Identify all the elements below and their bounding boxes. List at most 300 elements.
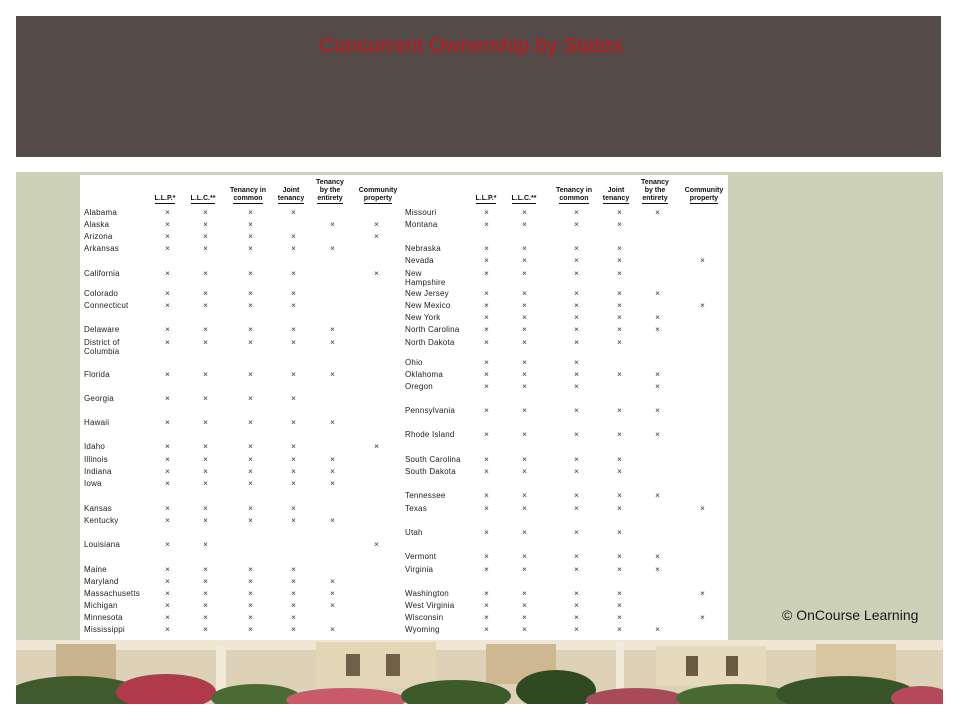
state-name <box>405 208 477 217</box>
ownership-mark: × <box>330 243 335 253</box>
state-name-line: South Carolina <box>405 455 461 464</box>
column-header <box>505 195 543 204</box>
state-name <box>84 244 156 253</box>
background-photo <box>16 640 943 704</box>
state-name-line: North Carolina <box>405 325 460 334</box>
ownership-mark: × <box>655 405 660 415</box>
ownership-mark: × <box>655 369 660 379</box>
state-name-line: Washington <box>405 589 449 598</box>
ownership-mark: × <box>203 515 208 525</box>
state-name-line: Massachusetts <box>84 589 140 598</box>
ownership-mark: × <box>203 300 208 310</box>
ownership-mark: × <box>522 588 527 598</box>
state-name-line: South Dakota <box>405 467 456 476</box>
ownership-mark: × <box>574 624 579 634</box>
ownership-mark: × <box>484 564 489 574</box>
ownership-mark: × <box>617 288 622 298</box>
ownership-mark: × <box>655 324 660 334</box>
ownership-mark: × <box>522 490 527 500</box>
state-name-line: Nevada <box>405 256 434 265</box>
state-name-line: Kentucky <box>84 516 119 525</box>
ownership-mark: × <box>330 588 335 598</box>
ownership-mark: × <box>203 564 208 574</box>
ownership-mark: × <box>374 219 379 229</box>
column-header <box>637 179 673 204</box>
state-name-line: Louisiana <box>84 540 121 549</box>
ownership-mark: × <box>248 337 253 347</box>
ownership-mark: × <box>617 564 622 574</box>
ownership-mark: × <box>700 503 705 513</box>
ownership-mark: × <box>522 243 527 253</box>
ownership-mark: × <box>330 478 335 488</box>
state-name-line: Texas <box>405 504 427 513</box>
ownership-mark: × <box>522 337 527 347</box>
state-name <box>84 577 156 586</box>
state-name <box>84 625 156 634</box>
ownership-mark: × <box>203 466 208 476</box>
ownership-mark: × <box>248 369 253 379</box>
ownership-mark: × <box>522 207 527 217</box>
ownership-mark: × <box>248 288 253 298</box>
ownership-mark: × <box>617 503 622 513</box>
ownership-table <box>80 175 728 640</box>
column-header-line: L.L.C.** <box>511 195 537 202</box>
state-name-line: Utah <box>405 528 423 537</box>
ownership-mark: × <box>291 369 296 379</box>
ownership-mark: × <box>291 417 296 427</box>
ownership-mark: × <box>330 369 335 379</box>
column-header-line: Tenancy <box>316 179 344 186</box>
ownership-mark: × <box>203 417 208 427</box>
ownership-mark: × <box>484 429 489 439</box>
ownership-mark: × <box>248 466 253 476</box>
state-name <box>405 601 477 610</box>
state-name <box>405 504 477 513</box>
ownership-mark: × <box>203 600 208 610</box>
state-name <box>84 289 156 298</box>
state-name <box>84 220 156 229</box>
ownership-mark: × <box>203 337 208 347</box>
ownership-mark: × <box>248 393 253 403</box>
ownership-mark: × <box>203 268 208 278</box>
ownership-mark: × <box>617 527 622 537</box>
state-name-line: Maryland <box>84 577 119 586</box>
state-name <box>84 301 156 310</box>
state-name <box>405 613 477 622</box>
state-name <box>84 540 156 549</box>
ownership-mark: × <box>291 624 296 634</box>
ownership-mark: × <box>248 268 253 278</box>
state-name-line: Pennsylvania <box>405 406 455 415</box>
state-name-line: Connecticut <box>84 301 129 310</box>
ownership-mark: × <box>203 288 208 298</box>
column-header-line: Community <box>684 187 724 194</box>
ownership-mark: × <box>330 219 335 229</box>
column-header <box>312 179 348 204</box>
ownership-mark: × <box>291 454 296 464</box>
ownership-mark: × <box>655 429 660 439</box>
ownership-mark: × <box>291 268 296 278</box>
column-header-line: property <box>363 195 393 202</box>
ownership-mark: × <box>617 219 622 229</box>
ownership-mark: × <box>522 405 527 415</box>
state-name <box>84 504 156 513</box>
ownership-mark: × <box>574 300 579 310</box>
ownership-mark: × <box>248 600 253 610</box>
state-name-line: California <box>84 269 120 278</box>
ownership-mark: × <box>574 268 579 278</box>
state-name <box>84 565 156 574</box>
column-header-line: property <box>689 195 719 202</box>
ownership-mark: × <box>374 441 379 451</box>
ownership-mark: × <box>165 369 170 379</box>
ownership-mark: × <box>248 417 253 427</box>
ownership-mark: × <box>248 231 253 241</box>
state-name-line: Minnesota <box>84 613 123 622</box>
ownership-mark: × <box>330 454 335 464</box>
column-header-line: entirety <box>642 195 668 202</box>
building-garden-image <box>16 640 943 704</box>
ownership-mark: × <box>484 207 489 217</box>
ownership-mark: × <box>700 300 705 310</box>
state-name-line: New York <box>405 313 441 322</box>
ownership-mark: × <box>248 612 253 622</box>
ownership-mark: × <box>291 393 296 403</box>
ownership-mark: × <box>484 588 489 598</box>
ownership-mark: × <box>165 588 170 598</box>
state-name <box>405 325 477 334</box>
ownership-mark: × <box>203 454 208 464</box>
state-name-line: Iowa <box>84 479 102 488</box>
state-name <box>405 625 477 634</box>
ownership-mark: × <box>203 219 208 229</box>
ownership-mark: × <box>700 255 705 265</box>
ownership-mark: × <box>291 564 296 574</box>
column-header-line: Tenancy <box>641 179 669 186</box>
column-header-line: tenancy <box>602 195 630 202</box>
ownership-mark: × <box>248 454 253 464</box>
ownership-mark: × <box>291 231 296 241</box>
state-name <box>405 430 477 439</box>
column-header-line: L.L.C.** <box>190 195 216 202</box>
ownership-mark: × <box>700 588 705 598</box>
state-name-line: Mississippi <box>84 625 125 634</box>
state-name <box>84 479 156 488</box>
state-name <box>405 313 477 322</box>
ownership-mark: × <box>484 300 489 310</box>
column-header-line: entirety <box>317 195 343 202</box>
ownership-mark: × <box>484 369 489 379</box>
column-header-line: by the <box>644 187 666 194</box>
ownership-mark: × <box>655 551 660 561</box>
ownership-mark: × <box>522 429 527 439</box>
state-name <box>405 406 477 415</box>
ownership-mark: × <box>522 324 527 334</box>
ownership-mark: × <box>522 288 527 298</box>
ownership-mark: × <box>484 503 489 513</box>
ownership-mark: × <box>484 466 489 476</box>
ownership-mark: × <box>522 312 527 322</box>
ownership-mark: × <box>291 576 296 586</box>
ownership-mark: × <box>165 268 170 278</box>
ownership-mark: × <box>330 600 335 610</box>
state-name-line: Vermont <box>405 552 437 561</box>
state-name-line: Kansas <box>84 504 112 513</box>
ownership-mark: × <box>165 624 170 634</box>
ownership-mark: × <box>484 243 489 253</box>
ownership-mark: × <box>617 454 622 464</box>
ownership-mark: × <box>574 454 579 464</box>
ownership-mark: × <box>617 405 622 415</box>
state-name-line: New <box>405 269 422 278</box>
state-name <box>84 455 156 464</box>
ownership-mark: × <box>165 466 170 476</box>
column-header <box>147 195 183 204</box>
ownership-mark: × <box>484 454 489 464</box>
ownership-mark: × <box>574 490 579 500</box>
ownership-mark: × <box>165 324 170 334</box>
ownership-mark: × <box>655 490 660 500</box>
column-header <box>550 187 598 204</box>
ownership-mark: × <box>574 503 579 513</box>
state-name <box>405 455 477 464</box>
ownership-mark: × <box>522 381 527 391</box>
ownership-mark: × <box>248 243 253 253</box>
ownership-mark: × <box>522 357 527 367</box>
ownership-mark: × <box>484 490 489 500</box>
column-header-line: Tenancy in <box>555 187 593 194</box>
ownership-mark: × <box>248 207 253 217</box>
ownership-mark: × <box>484 337 489 347</box>
column-header-line: Joint <box>282 187 300 194</box>
state-name <box>84 208 156 217</box>
ownership-mark: × <box>522 466 527 476</box>
ownership-mark: × <box>291 612 296 622</box>
state-name <box>84 232 156 241</box>
ownership-mark: × <box>484 612 489 622</box>
ownership-mark: × <box>165 576 170 586</box>
state-name-line: Montana <box>405 220 438 229</box>
state-name <box>84 613 156 622</box>
state-name <box>84 601 156 610</box>
ownership-mark: × <box>374 539 379 549</box>
title-banner <box>16 16 941 157</box>
ownership-mark: × <box>617 300 622 310</box>
ownership-mark: × <box>617 255 622 265</box>
ownership-mark: × <box>165 219 170 229</box>
ownership-mark: × <box>330 417 335 427</box>
ownership-mark: × <box>291 207 296 217</box>
ownership-mark: × <box>655 207 660 217</box>
ownership-mark: × <box>522 268 527 278</box>
state-name-line: Michigan <box>84 601 118 610</box>
ownership-mark: × <box>522 551 527 561</box>
ownership-mark: × <box>574 255 579 265</box>
ownership-mark: × <box>522 503 527 513</box>
ownership-mark: × <box>617 624 622 634</box>
state-name-line: West Virginia <box>405 601 455 610</box>
ownership-mark: × <box>574 600 579 610</box>
ownership-mark: × <box>574 357 579 367</box>
ownership-mark: × <box>617 612 622 622</box>
ownership-mark: × <box>655 288 660 298</box>
column-header-line: Joint <box>607 187 625 194</box>
ownership-mark: × <box>484 255 489 265</box>
ownership-mark: × <box>203 441 208 451</box>
ownership-mark: × <box>248 588 253 598</box>
ownership-mark: × <box>291 478 296 488</box>
ownership-mark: × <box>248 478 253 488</box>
ownership-mark: × <box>574 588 579 598</box>
state-name-line: Idaho <box>84 442 106 451</box>
column-header <box>677 187 731 204</box>
column-header <box>468 195 504 204</box>
ownership-mark: × <box>165 207 170 217</box>
state-name <box>84 442 156 451</box>
ownership-mark: × <box>574 324 579 334</box>
ownership-mark: × <box>165 600 170 610</box>
state-name <box>84 418 156 427</box>
column-header-line: L.L.P.* <box>154 195 176 202</box>
ownership-mark: × <box>165 564 170 574</box>
state-name-line: New Mexico <box>405 301 451 310</box>
ownership-mark: × <box>203 576 208 586</box>
state-name <box>84 370 156 379</box>
state-name <box>405 244 477 253</box>
state-name <box>405 589 477 598</box>
copyright-notice: © OnCourse Learning <box>782 607 919 623</box>
state-name <box>84 338 156 356</box>
ownership-mark: × <box>203 588 208 598</box>
ownership-mark: × <box>165 612 170 622</box>
ownership-mark: × <box>574 369 579 379</box>
ownership-mark: × <box>484 600 489 610</box>
ownership-mark: × <box>203 503 208 513</box>
ownership-mark: × <box>574 551 579 561</box>
ownership-mark: × <box>203 324 208 334</box>
ownership-mark: × <box>574 312 579 322</box>
ownership-mark: × <box>248 503 253 513</box>
state-name <box>405 338 477 347</box>
column-header-line: common <box>233 195 263 202</box>
state-name <box>84 269 156 278</box>
ownership-mark: × <box>484 624 489 634</box>
ownership-mark: × <box>484 405 489 415</box>
state-name-line: Columbia <box>84 347 120 356</box>
ownership-mark: × <box>617 600 622 610</box>
ownership-mark: × <box>522 454 527 464</box>
ownership-mark: × <box>203 478 208 488</box>
ownership-mark: × <box>617 490 622 500</box>
ownership-mark: × <box>165 243 170 253</box>
ownership-mark: × <box>165 417 170 427</box>
ownership-mark: × <box>291 503 296 513</box>
column-header <box>276 187 306 204</box>
ownership-mark: × <box>574 337 579 347</box>
state-name <box>84 589 156 598</box>
column-header-line: L.L.P.* <box>475 195 497 202</box>
ownership-mark: × <box>574 207 579 217</box>
state-name-line: Arkansas <box>84 244 119 253</box>
ownership-mark: × <box>574 527 579 537</box>
ownership-mark: × <box>248 324 253 334</box>
state-name <box>405 467 477 476</box>
state-name-line: Georgia <box>84 394 114 403</box>
ownership-mark: × <box>165 393 170 403</box>
state-name <box>405 289 477 298</box>
state-name <box>405 552 477 561</box>
ownership-mark: × <box>484 268 489 278</box>
ownership-mark: × <box>291 337 296 347</box>
state-name <box>84 467 156 476</box>
ownership-mark: × <box>522 527 527 537</box>
state-name <box>405 370 477 379</box>
ownership-mark: × <box>165 515 170 525</box>
ownership-mark: × <box>617 588 622 598</box>
ownership-mark: × <box>248 576 253 586</box>
ownership-mark: × <box>700 612 705 622</box>
ownership-mark: × <box>248 564 253 574</box>
ownership-mark: × <box>522 624 527 634</box>
ownership-mark: × <box>248 300 253 310</box>
ownership-mark: × <box>522 564 527 574</box>
ownership-mark: × <box>165 288 170 298</box>
state-name-line: Ohio <box>405 358 423 367</box>
state-name-line: Florida <box>84 370 110 379</box>
state-name-line: Wyoming <box>405 625 440 634</box>
ownership-mark: × <box>374 231 379 241</box>
ownership-mark: × <box>574 243 579 253</box>
state-name-line: Virginia <box>405 565 434 574</box>
ownership-mark: × <box>617 207 622 217</box>
ownership-mark: × <box>165 231 170 241</box>
state-name-line: Alaska <box>84 220 110 229</box>
ownership-mark: × <box>248 441 253 451</box>
ownership-mark: × <box>203 231 208 241</box>
column-header-line: Community <box>358 187 398 194</box>
ownership-mark: × <box>617 551 622 561</box>
ownership-mark: × <box>165 454 170 464</box>
ownership-mark: × <box>655 564 660 574</box>
state-name-line: Hampshire <box>405 278 446 287</box>
state-name <box>84 394 156 403</box>
ownership-mark: × <box>203 393 208 403</box>
ownership-mark: × <box>291 441 296 451</box>
ownership-mark: × <box>655 624 660 634</box>
state-name-line: Wisconsin <box>405 613 444 622</box>
column-header-line: Tenancy in <box>229 187 267 194</box>
ownership-mark: × <box>617 429 622 439</box>
state-name-line: Colorado <box>84 289 119 298</box>
ownership-mark: × <box>291 243 296 253</box>
ownership-mark: × <box>330 515 335 525</box>
state-name-line: Delaware <box>84 325 120 334</box>
ownership-mark: × <box>330 466 335 476</box>
ownership-mark: × <box>484 551 489 561</box>
ownership-mark: × <box>203 539 208 549</box>
ownership-mark: × <box>165 441 170 451</box>
state-name-line: Tennessee <box>405 491 446 500</box>
ownership-mark: × <box>330 324 335 334</box>
ownership-mark: × <box>574 219 579 229</box>
column-header-line: common <box>559 195 589 202</box>
state-name <box>84 516 156 525</box>
state-name-line: Oklahoma <box>405 370 444 379</box>
state-name-line: Arizona <box>84 232 113 241</box>
ownership-mark: × <box>248 624 253 634</box>
ownership-mark: × <box>203 243 208 253</box>
ownership-mark: × <box>655 312 660 322</box>
